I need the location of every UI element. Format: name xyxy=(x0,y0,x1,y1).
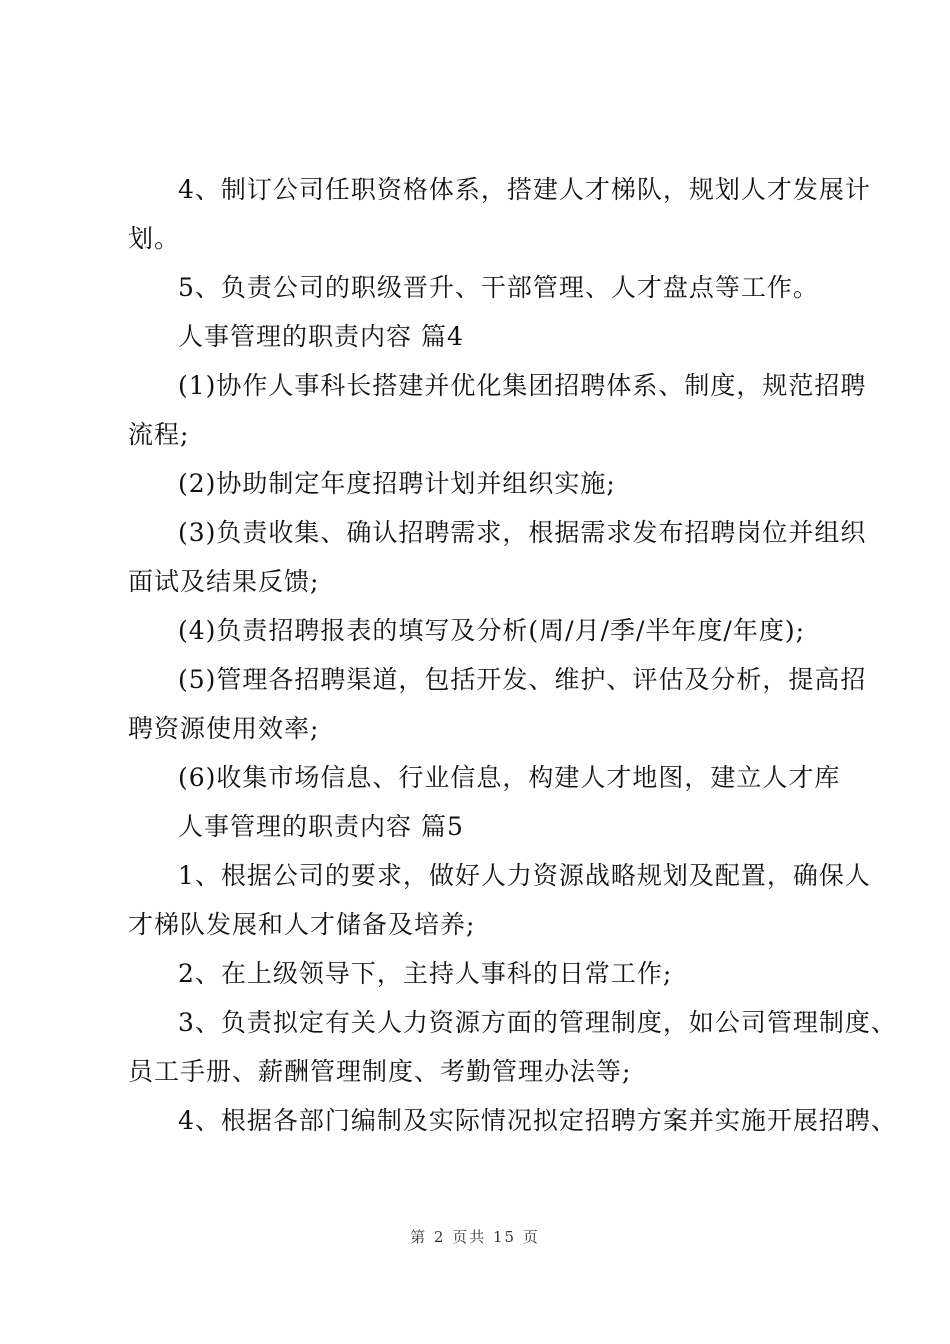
paragraph-line: 才梯队发展和人才储备及培养; xyxy=(128,910,476,939)
section-heading: 人事管理的职责内容 篇4 xyxy=(178,322,464,351)
paragraph-line: 4、制订公司任职资格体系，搭建人才梯队，规划人才发展计 xyxy=(178,175,871,204)
paragraph-line: (2)协助制定年度招聘计划并组织实施; xyxy=(178,469,616,498)
section-heading: 人事管理的职责内容 篇5 xyxy=(178,812,464,841)
paragraph-line: 员工手册、薪酬管理制度、考勤管理办法等; xyxy=(128,1057,632,1086)
page-number-footer: 第 2 页共 15 页 xyxy=(410,1228,540,1246)
paragraph-line: (6)收集市场信息、行业信息，构建人才地图，建立人才库 xyxy=(178,763,841,792)
paragraph-line: (1)协作人事科长搭建并优化集团招聘体系、制度，规范招聘 xyxy=(178,371,867,400)
paragraph-line: 聘资源使用效率; xyxy=(128,714,320,743)
paragraph-line: (4)负责招聘报表的填写及分析(周/月/季/半年度/年度); xyxy=(178,616,806,645)
paragraph-line: 划。 xyxy=(128,224,181,253)
paragraph-line: (5)管理各招聘渠道，包括开发、维护、评估及分析，提高招 xyxy=(178,665,867,694)
paragraph-line: (3)负责收集、确认招聘需求，根据需求发布招聘岗位并组织 xyxy=(178,518,867,547)
paragraph-line: 5、负责公司的职级晋升、干部管理、人才盘点等工作。 xyxy=(178,273,819,302)
paragraph-line: 1、根据公司的要求，做好人力资源战略规划及配置，确保人 xyxy=(178,861,871,890)
paragraph-line: 2、在上级领导下，主持人事科的日常工作; xyxy=(178,959,673,988)
paragraph-line: 流程; xyxy=(128,420,190,449)
paragraph-line: 3、负责拟定有关人力资源方面的管理制度，如公司管理制度、 xyxy=(178,1008,897,1037)
paragraph-line: 4、根据各部门编制及实际情况拟定招聘方案并实施开展招聘、 xyxy=(178,1106,897,1135)
paragraph-line: 面试及结果反馈; xyxy=(128,567,320,596)
